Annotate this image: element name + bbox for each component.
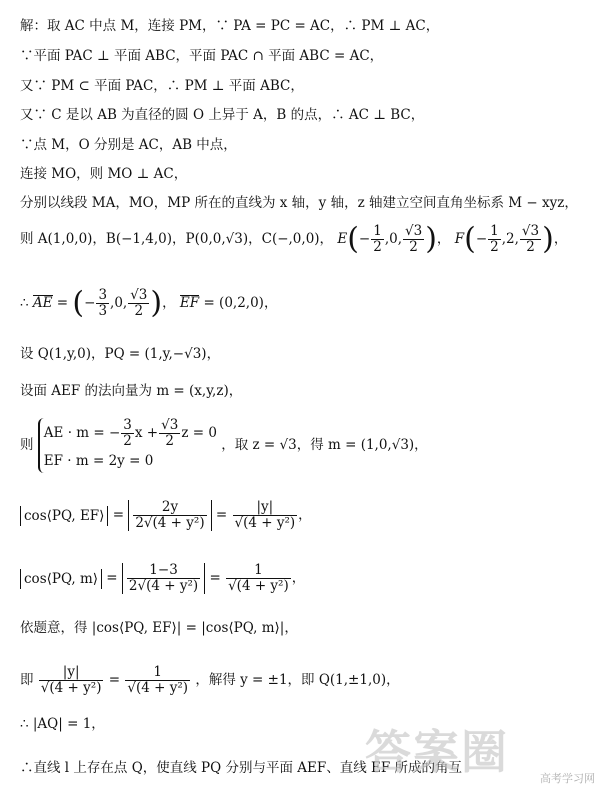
point-f-label: F — [454, 231, 465, 247]
condition-line: 依题意，得 |cos⟨PQ, EF⟩| = |cos⟨PQ, m⟩|， — [20, 620, 298, 636]
watermark-subtitle: 高考学习网 — [540, 772, 595, 785]
system-prefix: 则 — [20, 437, 34, 453]
equation-system-line — [20, 418, 428, 473]
conclusion-line: ∴直线 l 上存在点 Q，使直线 PQ 分别与平面 AEF、直线 EF 所成的角互 — [20, 760, 463, 776]
solution-line-5: ∵点 M，O 分别是 AC，AB 中点， — [20, 137, 237, 153]
cos-m-line: cos⟨PQ, m⟩ = $\frac{1-3}{\text{2√(4 + y²)}}$ = $\frac{1}{\text{√(4 + y²)}}$ ， — [20, 563, 305, 594]
f-middle: ,2, — [501, 231, 519, 247]
watermark-logo: 答案圈 — [365, 725, 509, 779]
ae-vector: AE — [32, 295, 53, 311]
system-suffix: ，取 z = √3，得 m = (1,0,√3)， — [221, 437, 428, 453]
ae-middle: ,0, — [110, 295, 128, 311]
f-sign: − — [475, 231, 488, 247]
coordinates-prefix: 则 A(1,0,0)，B(−1,4,0)，P(0,0,√3)，C(−,0,0)， — [20, 231, 334, 247]
system-row-2: EF · m = 2y = 0 — [43, 453, 154, 469]
point-e-label: E — [337, 231, 348, 247]
e-x-fraction: $\frac{1}{2}$ — [373, 223, 382, 255]
ef-value: = (0,2,0)， — [203, 295, 278, 311]
solution-line-4: 又∵ C 是以 AB 为直径的圆 O 上异于 A，B 的点，∴ AC ⊥ BC， — [20, 107, 425, 123]
ae-vector-line: ∴ AE = (− $\frac{3}{3}$ ,0, $\frac{√3}{2}$ )， EF = (0,2,0)， — [20, 285, 278, 321]
equation-system — [38, 418, 217, 473]
ef-vector: EF — [179, 295, 200, 311]
solution-line-3: 又∵ PM ⊂ 平面 PAC，∴ PM ⊥ 平面 ABC， — [20, 78, 304, 94]
q-line: 设 Q(1,y,0)，PQ = (1,y,−√3)， — [20, 346, 221, 362]
coordinates-line: 则 A(1,0,0)，B(−1,4,0)，P(0,0,√3)，C(−,0,0)， E(− $\frac{1}{2}$ ,0, $\frac{√3}{2}$ )， F(− $\frac{1}{2}$ ,2, $\frac{√3}{2}$ )， — [20, 221, 568, 257]
f-x-fraction: $\frac{1}{2}$ — [490, 223, 499, 255]
cos-ef-expression: cos⟨PQ, EF⟩ — [20, 506, 108, 526]
ae-x-fraction: $\frac{3}{3}$ — [98, 287, 108, 319]
normal-vector-line: 设面 AEF 的法向量为 m = (x,y,z)， — [20, 383, 243, 399]
ae-z-fraction: $\frac{√3}{2}$ — [130, 287, 148, 319]
e-z-fraction: $\frac{√3}{2}$ — [405, 223, 423, 255]
e-middle: ,0, — [384, 231, 402, 247]
e-sign: − — [358, 231, 371, 247]
solution-line-7: 分别以线段 MA，MO，MP 所在的直线为 x 轴，y 轴，z 轴建立空间直角坐标系 M − xyz， — [20, 195, 578, 211]
cos-m-expression: cos⟨PQ, m⟩ — [20, 569, 102, 589]
system-row-1: AE · m = − $\frac{3}{2}$ x + $\frac{√3}{2}$ z = 0 — [43, 417, 217, 449]
solution-line-6: 连接 MO，则 MO ⊥ AC， — [20, 166, 188, 182]
solve-line: 即 $\frac{|y|}{\text{√(4 + y²)}}$ = $\frac{1}{\text{√(4 + y²)}}$ ，解得 y = ±1，即 Q(1,±1,0)， — [20, 664, 400, 696]
aq-line: ∴ |AQ| = 1， — [20, 716, 105, 732]
ae-sign: − — [84, 295, 96, 311]
therefore-symbol: ∴ — [20, 295, 29, 311]
solution-line-2: ∵平面 PAC ⊥ 平面 ABC，平面 PAC ∩ 平面 ABC = AC， — [20, 48, 384, 64]
f-z-fraction: $\frac{√3}{2}$ — [521, 223, 540, 255]
cos-ef-line: cos⟨PQ, EF⟩ = $\frac{2y}{\text{2√(4 + y²)}}$ = $\frac{|y|}{\text{√(4 + y²)}}$ ， — [20, 500, 312, 531]
solution-line-1: 解：取 AC 中点 M，连接 PM，∵ PA = PC = AC，∴ PM ⊥ AC， — [20, 18, 440, 34]
